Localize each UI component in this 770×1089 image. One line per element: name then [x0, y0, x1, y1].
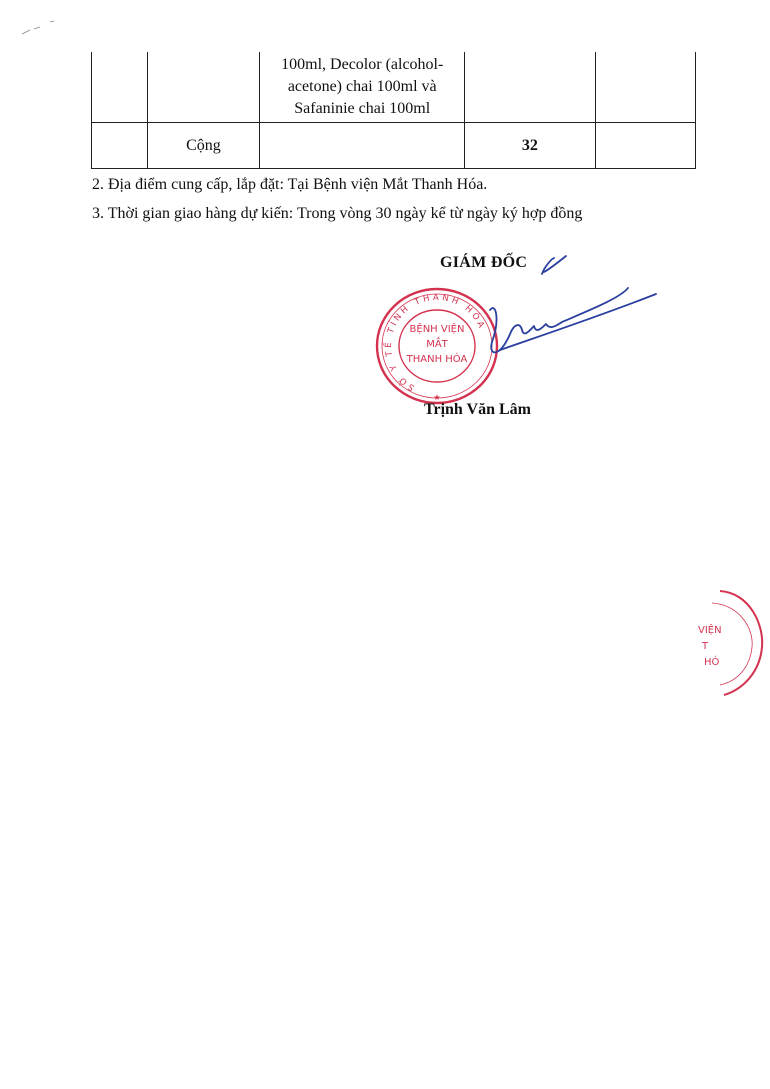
table-cell-note	[595, 123, 695, 169]
signer-name: Trịnh Văn Lâm	[424, 401, 531, 418]
svg-text:SỞ Y TẾ TỈNH THANH HÓA: SỞ Y TẾ TỈNH THANH HÓA	[383, 292, 488, 393]
table-cell-quantity	[465, 52, 595, 123]
svg-text:BỆNH VIỆN: BỆNH VIỆN	[409, 324, 465, 335]
svg-text:VIỆN: VIỆN	[698, 625, 722, 636]
partial-seal-stamp	[690, 585, 770, 705]
clause-location: 2. Địa điểm cung cấp, lắp đặt: Tại Bệnh viện Mắt Thanh Hóa.	[92, 176, 488, 193]
svg-text:MẮT: MẮT	[426, 339, 448, 350]
handwritten-signature	[470, 250, 670, 380]
table-cell-note	[595, 52, 695, 123]
clause-delivery: 3. Thời gian giao hàng dự kiến: Trong vòng 30 ngày kể từ ngày ký hợp đồng	[92, 205, 583, 222]
scan-speck-mark	[20, 18, 60, 38]
svg-text:HÓ: HÓ	[704, 657, 720, 668]
table-cell-description: 100ml, Decolor (alcohol-acetone) chai 100ml và Safaninie chai 100ml	[260, 52, 465, 123]
table-cell-name	[147, 52, 260, 123]
svg-text:★: ★	[433, 393, 441, 402]
svg-text:THANH HÓA: THANH HÓA	[406, 354, 468, 365]
total-label: Cộng	[147, 123, 260, 169]
table-cell-index	[92, 52, 148, 123]
table-cell-description	[260, 123, 465, 169]
table-row	[92, 52, 696, 123]
goods-table	[91, 52, 696, 169]
svg-text:T: T	[702, 641, 709, 652]
director-title: GIÁM ĐỐC	[440, 254, 528, 271]
total-quantity: 32	[465, 123, 595, 169]
table-cell-index	[92, 123, 148, 169]
table-row-total	[92, 123, 696, 169]
